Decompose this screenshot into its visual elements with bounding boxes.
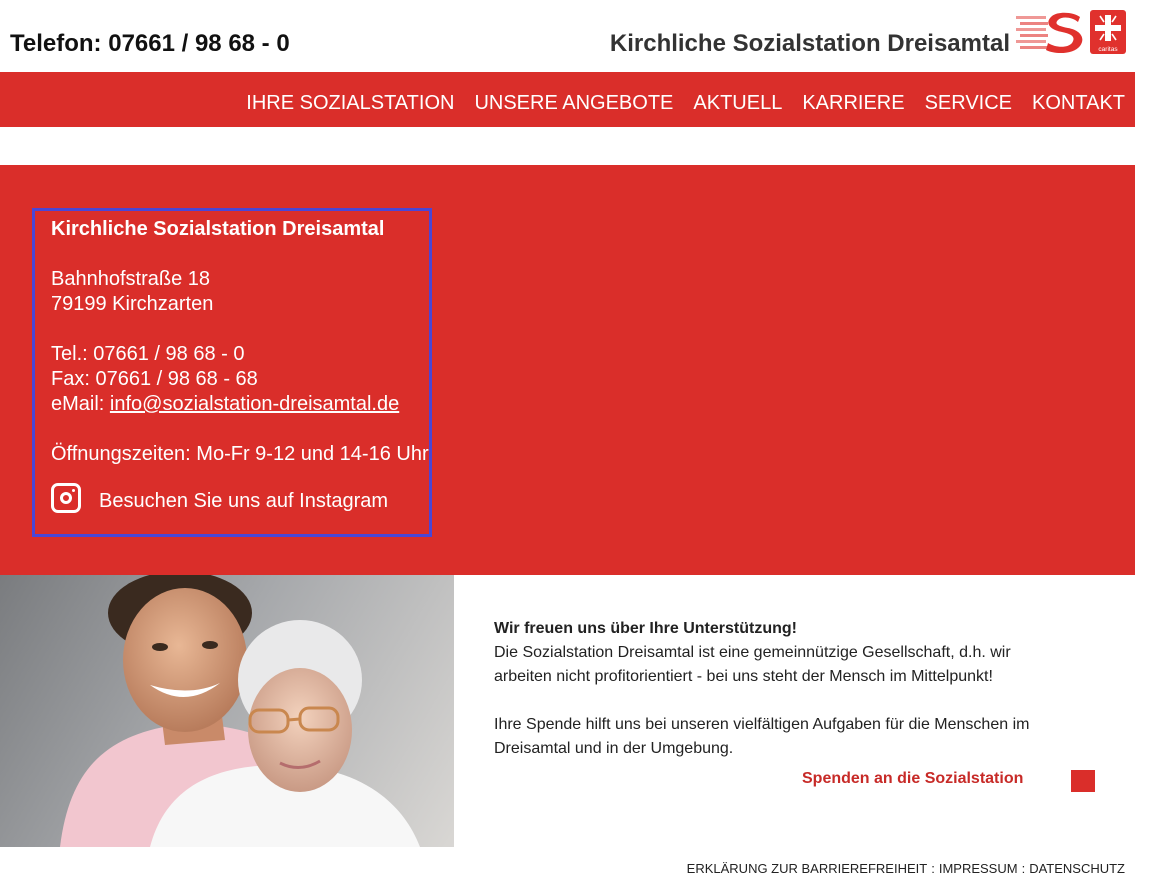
caregiver-photo bbox=[0, 575, 454, 847]
nav-item-karriere[interactable]: KARRIERE bbox=[802, 92, 905, 114]
contact-street: Bahnhofstraße 18 bbox=[51, 268, 210, 290]
contact-info-box bbox=[32, 208, 432, 537]
opening-hours: Öffnungszeiten: Mo-Fr 9-12 und 14-16 Uhr bbox=[51, 443, 429, 465]
footer-separator: : bbox=[931, 861, 935, 876]
contact-email-row bbox=[51, 392, 429, 417]
top-header bbox=[0, 0, 1135, 72]
nav-item-aktuell[interactable]: AKTUELL bbox=[693, 92, 783, 114]
nav-item-ihre-sozialstation[interactable]: IHRE SOZIALSTATION bbox=[246, 92, 455, 114]
caritas-logo-icon[interactable] bbox=[1090, 10, 1126, 54]
svg-text:caritas: caritas bbox=[1098, 46, 1118, 53]
donation-text-line-1: Die Sozialstation Dreisamtal ist eine gemeinnützige Gesellschaft, d.h. wir bbox=[494, 644, 1011, 661]
contact-phone: Tel.: 07661 / 98 68 - 0 bbox=[51, 343, 245, 365]
nav-menu bbox=[246, 92, 1125, 115]
sozialstation-logo-icon[interactable] bbox=[1016, 10, 1084, 54]
donation-text-line-3: Ihre Spende hilft uns bei unseren vielfältigen Aufgaben für die Menschen im bbox=[494, 716, 1030, 733]
donation-section bbox=[494, 617, 1094, 761]
donation-text-line-2: arbeiten nicht profitorientiert - bei uns steht der Mensch im Mittelpunkt! bbox=[494, 668, 993, 685]
footer-privacy-link[interactable]: DATENSCHUTZ bbox=[1029, 861, 1125, 876]
nav-item-service[interactable]: SERVICE bbox=[924, 92, 1013, 114]
header-phone[interactable]: Telefon: 07661 / 98 68 - 0 bbox=[10, 30, 290, 57]
contact-org-name: Kirchliche Sozialstation Dreisamtal bbox=[51, 218, 385, 240]
contact-section bbox=[0, 165, 1135, 575]
instagram-link[interactable] bbox=[51, 489, 429, 514]
instagram-icon[interactable] bbox=[51, 483, 81, 513]
donation-headline: Wir freuen uns über Ihre Unterstützung! bbox=[494, 620, 797, 637]
site-title[interactable]: Kirchliche Sozialstation Dreisamtal bbox=[609, 30, 1010, 57]
contact-city: 79199 Kirchzarten bbox=[51, 293, 214, 315]
nav-item-unsere-angebote[interactable]: UNSERE ANGEBOTE bbox=[474, 92, 674, 114]
main-navigation bbox=[0, 72, 1135, 127]
footer-links bbox=[687, 861, 1125, 876]
footer-separator: : bbox=[1021, 861, 1026, 876]
footer-imprint-link[interactable]: IMPRESSUM bbox=[938, 861, 1018, 876]
instagram-label[interactable]: Besuchen Sie uns auf Instagram bbox=[99, 490, 389, 512]
contact-email-label: eMail: bbox=[51, 393, 110, 415]
nav-item-kontakt[interactable]: KONTAKT bbox=[1032, 92, 1125, 114]
contact-fax: Fax: 07661 / 98 68 - 68 bbox=[51, 368, 258, 390]
donate-arrow-icon[interactable] bbox=[1071, 770, 1095, 792]
donate-link[interactable]: Spenden an die Sozialstation bbox=[802, 770, 1024, 787]
caregiver-photo-illustration bbox=[0, 575, 454, 847]
contact-email-link[interactable]: info@sozialstation-dreisamtal.de bbox=[109, 393, 400, 415]
footer-accessibility-link[interactable]: ERKLÄRUNG ZUR BARRIEREFREIHEIT bbox=[686, 861, 928, 876]
donation-text-line-4: Dreisamtal und in der Umgebung. bbox=[494, 740, 734, 757]
